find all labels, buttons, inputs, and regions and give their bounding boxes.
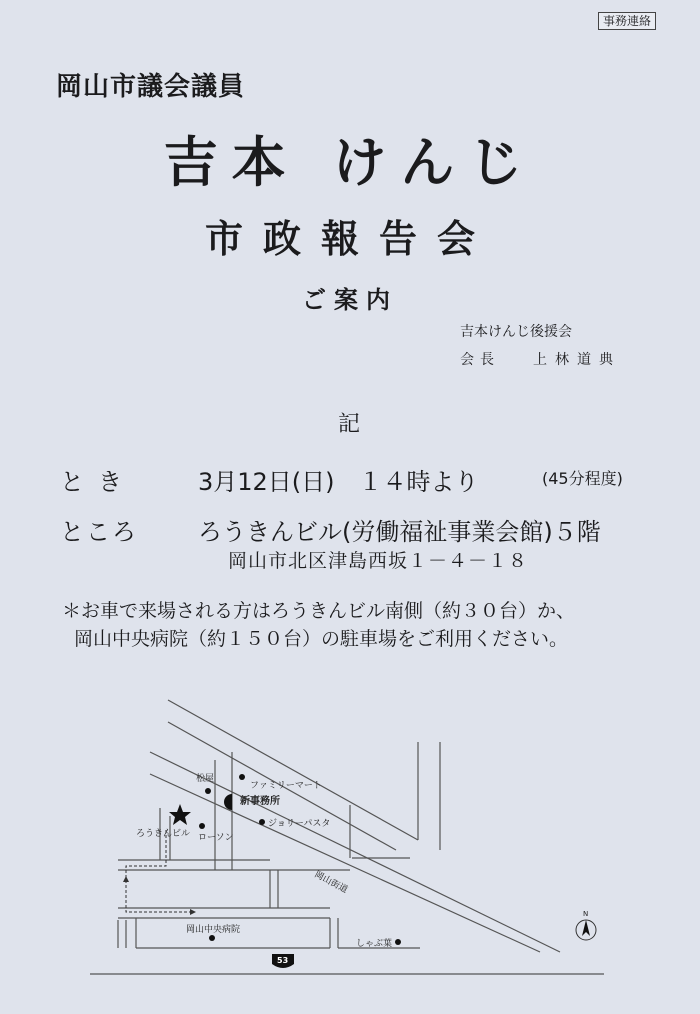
route-arrow-icon [190,909,196,915]
shabuyo-marker-icon [395,939,401,945]
chair-name: 上林道典 [533,352,621,368]
councillor-name: 吉本 けんじ [163,131,537,194]
venue-address: 岡山市北区津島西坂１－４－１８ [228,550,529,572]
event-date: 3月12日(日) １４時より [198,468,479,496]
event-title: 市政報告会 [204,217,495,261]
map-label-new-office: 新事務所 [240,796,280,807]
new-office-marker-icon [224,794,232,810]
invitation-heading: ご案内 [302,286,398,314]
chair-title: 会長 [460,352,500,368]
route-arrow-icon [123,876,129,882]
venue-star-icon [169,804,191,825]
map-label-shabuyo: しゃぶ葉 [356,939,393,949]
place-label: ところ [60,518,138,546]
map-label-familymart: ファミリーマート [250,781,322,791]
lawson-marker-icon [199,823,205,829]
support-association: 吉本けんじ後援会 [460,324,572,340]
matsuya-marker-icon [205,788,211,794]
organization-heading: 岡山市議会議員 [56,72,246,102]
route-53-badge [272,954,294,968]
svg-text:N: N [583,910,589,918]
venue: ろうきんビル(労働福祉事業会館)５階 [198,518,601,546]
north-arrow-icon [576,910,596,940]
parking-notice-line2: 岡山中央病院（約１５０台）の駐車場をご利用ください。 [74,628,569,650]
map-label-hospital: 岡山中央病院 [186,925,241,935]
map-label-lawson: ローソン [198,833,234,843]
map-label-okayama-kaido: 岡山街道 [312,869,350,896]
map-label-matsuya: 松屋 [196,774,215,784]
map-label-rokin-building: ろうきんビル [136,829,191,839]
ki-heading: 記 [338,412,361,437]
parking-notice-line1: ＊お車で来場される方はろうきんビル南側（約３０台）か、 [62,600,576,622]
map-label-jolly-pasta: ジョリーパスタ [268,819,331,829]
familymart-marker-icon [239,774,245,780]
date-label: とき [60,468,136,496]
jolly-pasta-marker-icon [259,819,265,825]
access-map [0,690,700,1010]
memo-tag: 事務連絡 [598,12,656,30]
svg-text:53: 53 [277,956,289,965]
hospital-marker-icon [209,935,215,941]
duration-note: (45分程度) [542,469,623,488]
car-route [126,830,190,912]
